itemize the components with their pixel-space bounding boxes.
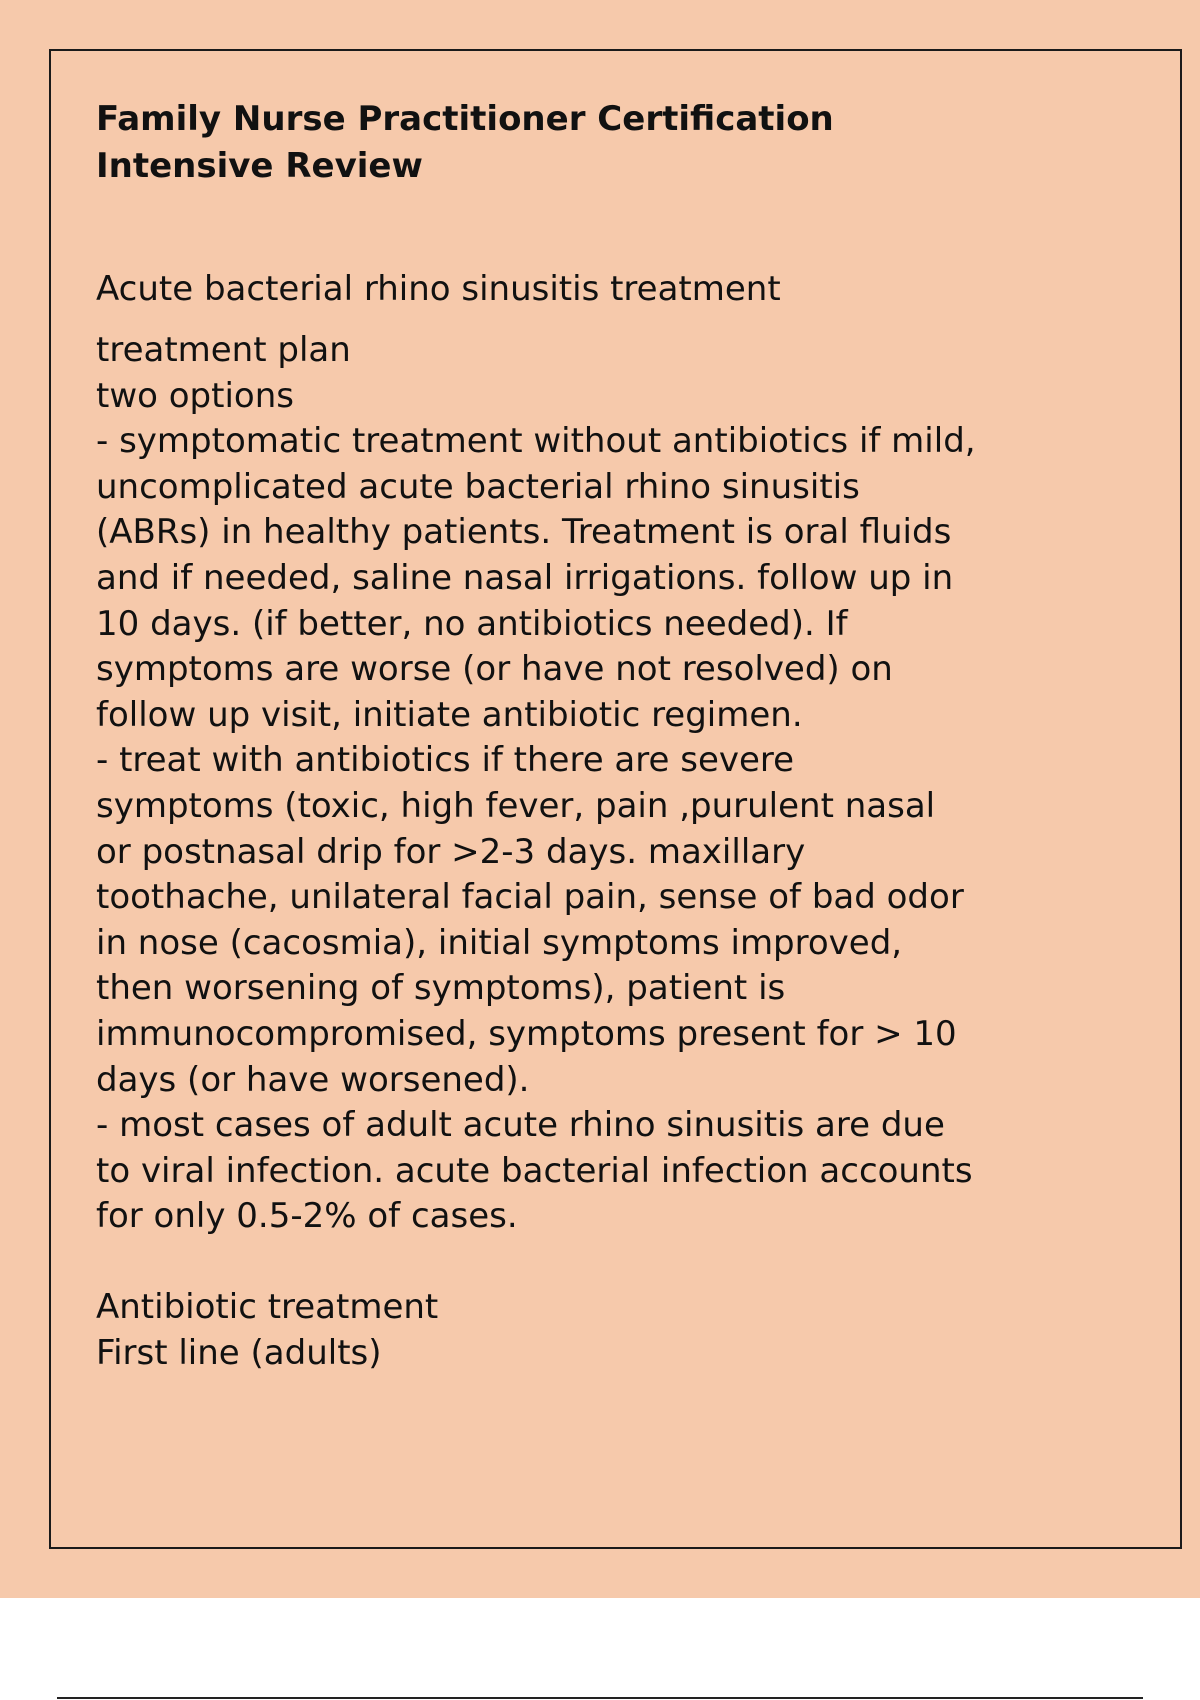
text-line: symptoms are worse (or have not resolved) on [96, 649, 893, 690]
text-line: follow up visit, initiate antibiotic regimen. [96, 694, 803, 735]
title-line-2: Intensive Review [96, 146, 423, 186]
document-content [96, 96, 1096, 1377]
body-text [96, 328, 1096, 1377]
text-line: treatment plan [96, 330, 351, 370]
text-line: then worsening of symptoms), patient is [96, 968, 786, 1009]
text-line: symptoms (toxic, high fever, pain ,purulent nasal [96, 785, 936, 826]
text-line: two options [96, 375, 294, 416]
text-line: (ABRs) in healthy patients. Treatment is oral fluids [96, 512, 952, 553]
text-line: or postnasal drip for >2-3 days. maxillary [96, 831, 806, 872]
text-line: 10 days. (if better, no antibiotics needed). If [96, 603, 848, 644]
document-title [96, 96, 996, 190]
section-heading: Acute bacterial rhino sinusitis treatment [96, 269, 781, 309]
text-line: immunocompromised, symptoms present for > 10 [96, 1013, 957, 1054]
text-line: - symptomatic treatment without antibiotics if mild, [96, 421, 976, 462]
text-line: Antibiotic treatment [96, 1287, 439, 1328]
text-line: - most cases of adult acute rhino sinusitis are due [96, 1105, 945, 1146]
footer-divider [57, 1697, 1143, 1699]
text-line: - treat with antibiotics if there are severe [96, 740, 795, 781]
text-line: uncomplicated acute bacterial rhino sinusitis [96, 466, 860, 507]
blank-line [96, 1240, 1096, 1286]
text-line: First line (adults) [96, 1333, 382, 1374]
text-line: to viral infection. acute bacterial infection accounts [96, 1150, 973, 1191]
title-line-1: Family Nurse Practitioner Certification [96, 99, 834, 139]
text-line: toothache, unilateral facial pain, sense of bad odor [96, 877, 964, 918]
text-line: days (or have worsened). [96, 1059, 530, 1100]
text-line: and if needed, saline nasal irrigations. follow up in [96, 557, 954, 598]
text-line: for only 0.5-2% of cases. [96, 1196, 518, 1237]
text-line: in nose (cacosmia), initial symptoms improved, [96, 922, 903, 963]
